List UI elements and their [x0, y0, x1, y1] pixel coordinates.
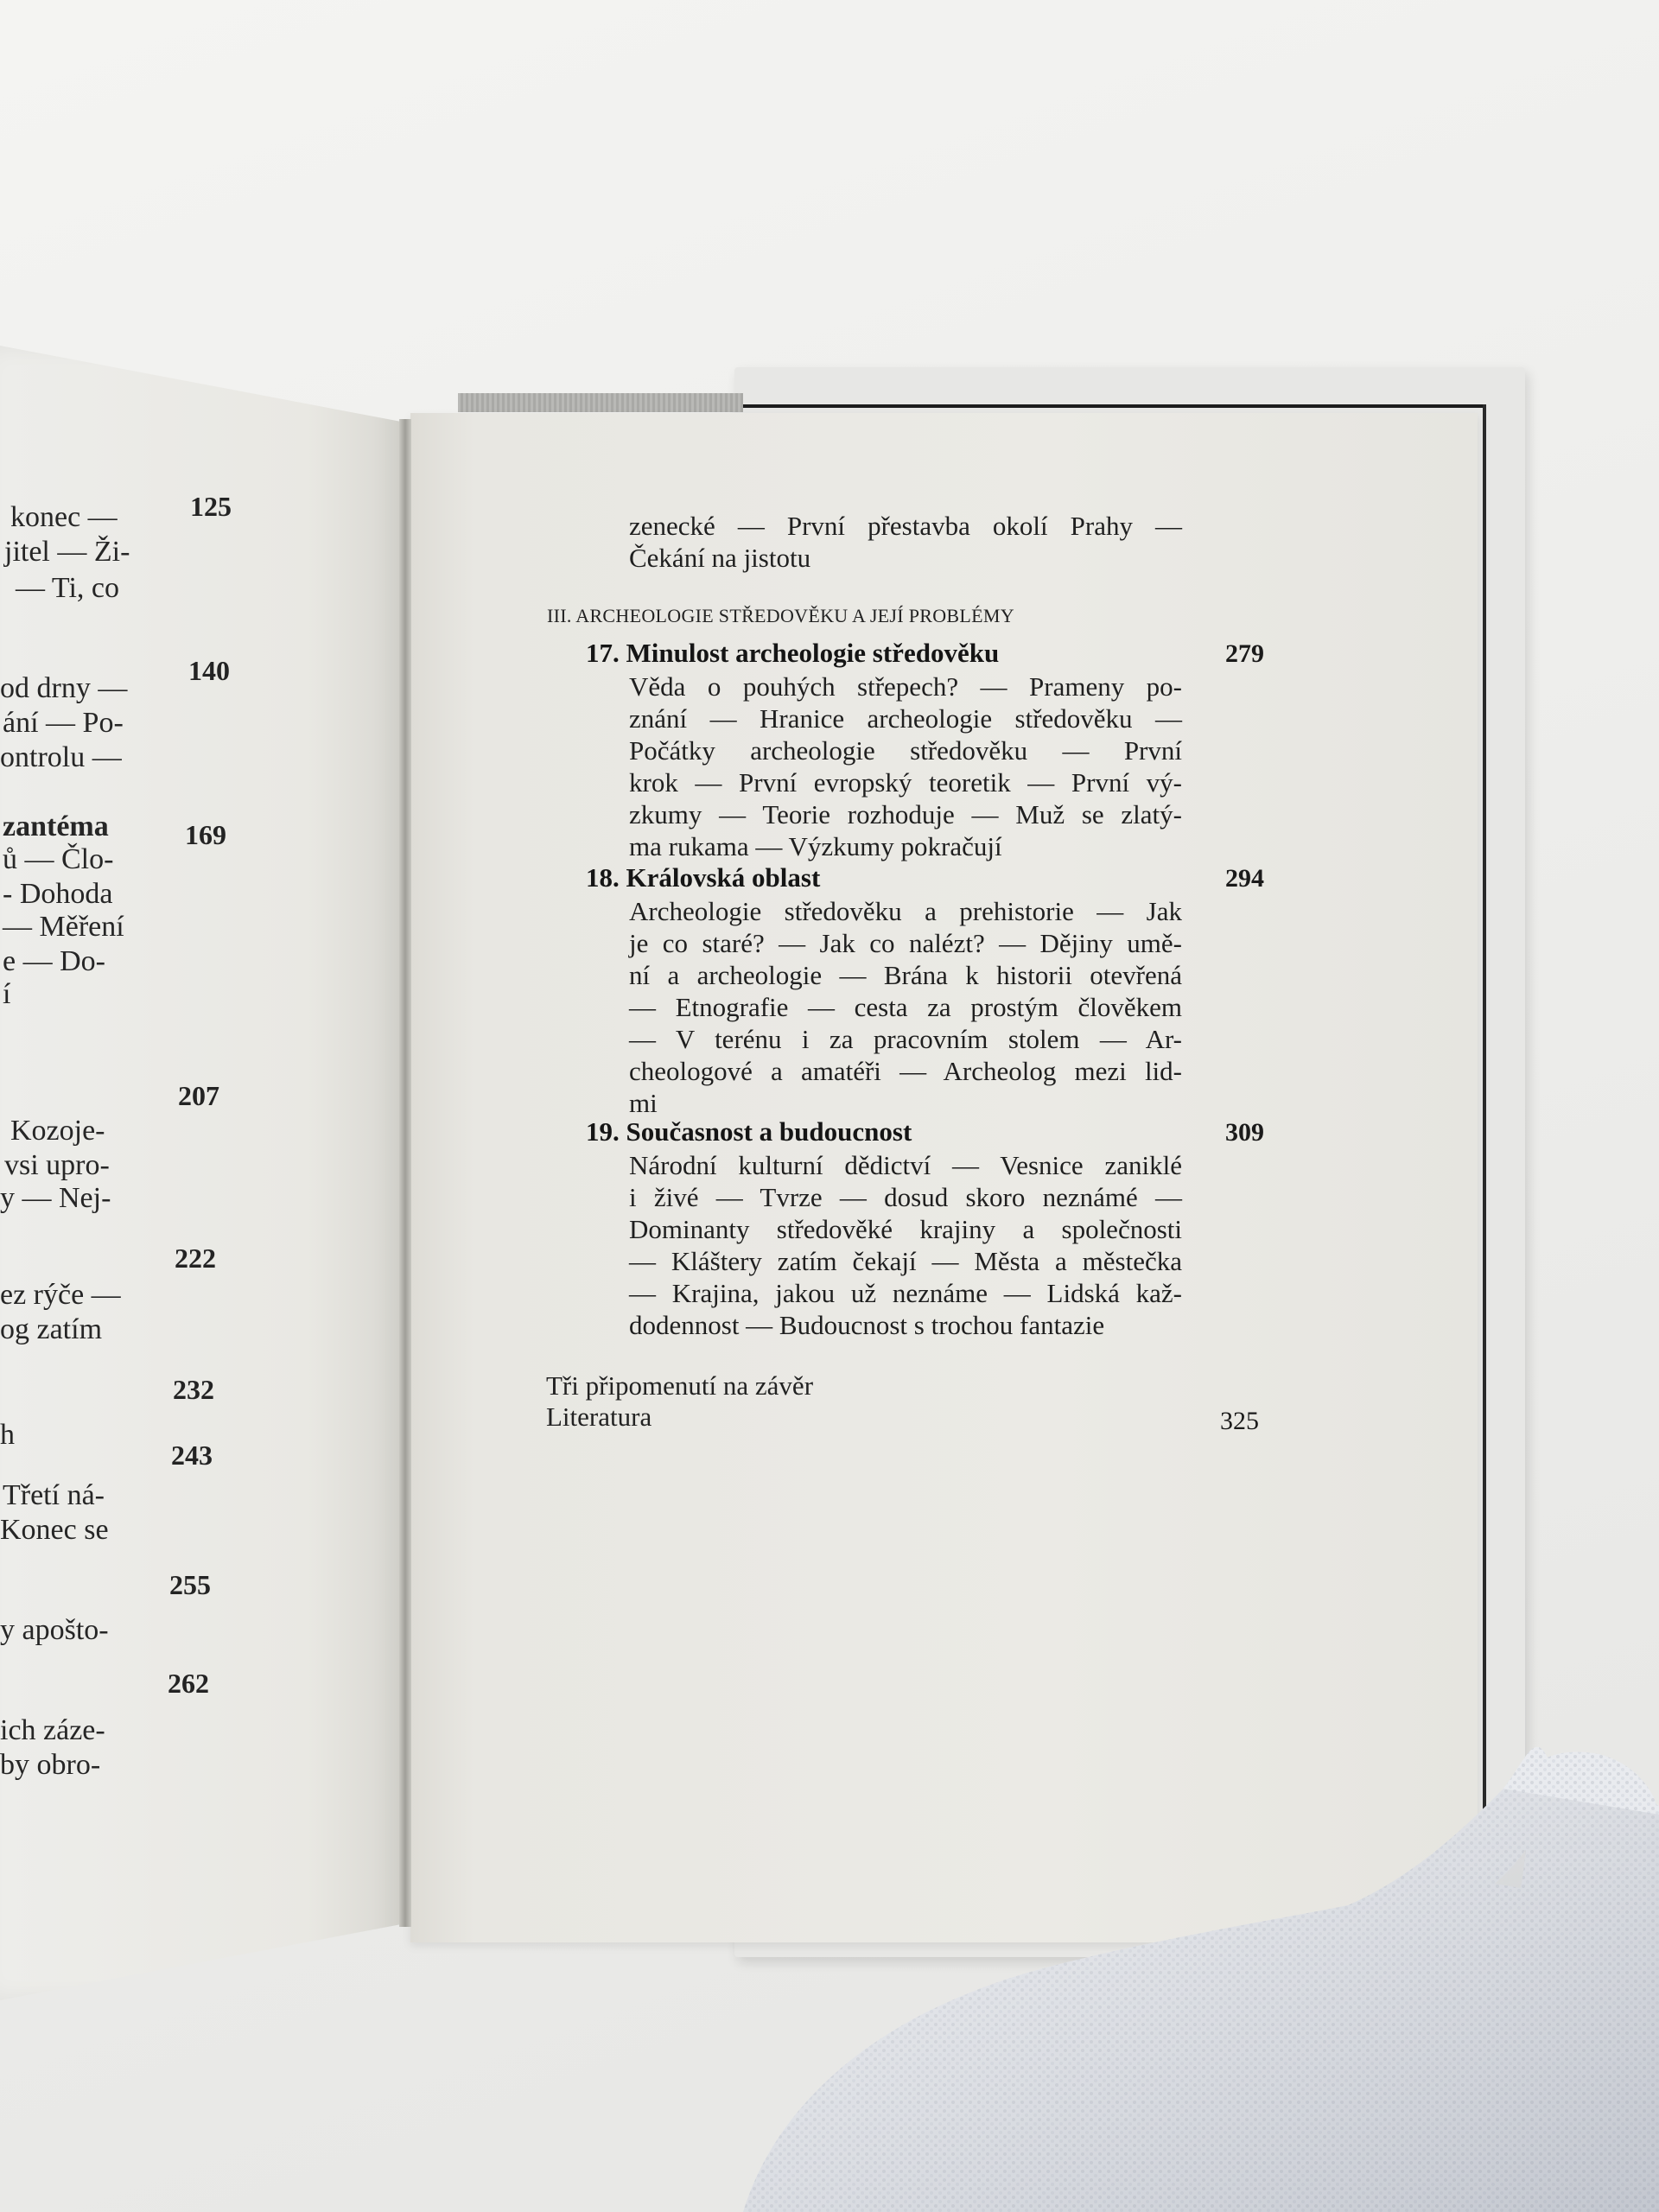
left-page-line: konec —	[10, 501, 118, 533]
left-page-line: ání — Po-	[3, 707, 124, 739]
chapter-description-line: — Krajina, jakou už neznáme — Lidská kaž-	[629, 1278, 1182, 1308]
chapter-description-line: krok — První evropský teoretik — První vý-	[629, 767, 1182, 798]
left-page-line: — Ti, co	[16, 572, 119, 604]
left-page-line: Kozoje-	[10, 1115, 105, 1147]
chapter-18-page: 294	[1225, 864, 1264, 893]
left-page-number: 140	[188, 655, 230, 686]
chapter-description-line: Národní kulturní dědictví — Vesnice zaniklé	[629, 1150, 1182, 1180]
chapter-description-line: Počátky archeologie středověku — První	[629, 735, 1182, 766]
left-page-line: by obro-	[0, 1749, 101, 1781]
left-page-number: 125	[190, 491, 232, 522]
chapter-description-line: znání — Hranice archeologie středověku —	[629, 703, 1182, 734]
left-page-line: og zatím	[0, 1313, 103, 1345]
left-page-line: y apošto-	[0, 1614, 109, 1646]
left-page-line: Třetí ná-	[3, 1479, 105, 1511]
section-heading: III. ARCHEOLOGIE STŘEDOVĚKU A JEJÍ PROBLÉMY	[547, 605, 1014, 626]
chapter-17-title: 17. Minulost archeologie středověku	[586, 638, 1000, 668]
left-page-number: 169	[185, 819, 226, 850]
chapter-description-line: i živé — Tvrze — dosud skoro neznámé —	[629, 1182, 1182, 1212]
chapter-19-title: 19. Současnost a budoucnost	[586, 1116, 912, 1147]
left-page-line: ez rýče —	[0, 1279, 121, 1311]
left-page-line: y — Nej-	[0, 1182, 111, 1214]
chapter-description-line: Dominanty středověké krajiny a společnosti	[629, 1214, 1182, 1244]
back-matter-closing: Tři připomenutí na závěr	[546, 1370, 814, 1401]
literature-page: 325	[1220, 1407, 1259, 1435]
chapter-description-line: Věda o pouhých střepech? — Prameny po-	[629, 671, 1182, 702]
left-page-line: — Měření	[3, 911, 124, 943]
left-page-number: 232	[173, 1374, 214, 1405]
left-page-line: zantéma	[3, 810, 109, 842]
left-page-line: od drny —	[0, 672, 128, 704]
left-page-line: vsi upro-	[4, 1149, 110, 1181]
left-page-line: í	[3, 978, 11, 1010]
left-page-line: Konec se	[0, 1514, 109, 1546]
left-page-line: - Dohoda	[3, 878, 113, 910]
chapter-description-line: cheologové a amatéři — Archeolog mezi lid-	[629, 1056, 1182, 1086]
left-page-number: 222	[175, 1243, 216, 1274]
chapter-18-title: 18. Královská oblast	[586, 862, 821, 893]
chapter-description-line: — Kláštery zatím čekají — Města a městečka	[629, 1246, 1182, 1276]
chapter-description-line: ní a archeologie — Brána k historii otevřená	[629, 960, 1182, 990]
chapter-description-line: ma rukama — Výzkumy pokračují	[629, 831, 1002, 861]
left-page-number: 255	[169, 1569, 211, 1600]
chapter-description-line: mi	[629, 1088, 658, 1118]
left-page-line: jitel — Ži-	[4, 536, 130, 568]
left-page-line: h	[0, 1419, 15, 1451]
chapter-description-line: dodennost — Budoucnost s trochou fantazie	[629, 1310, 1105, 1340]
left-page-line: ontrolu —	[0, 741, 122, 773]
left-page-line: ich záze-	[0, 1714, 105, 1746]
chapter-description-line: Archeologie středověku a prehistorie — Jak	[629, 896, 1182, 926]
chapter-description-line: je co staré? — Jak co nalézt? — Dějiny umě-	[629, 928, 1182, 958]
left-page-number: 243	[171, 1440, 213, 1471]
chapter-description-line: — Etnografie — cesta za prostým člověkem	[629, 992, 1182, 1022]
chapter-description-line: — V terénu i za pracovním stolem — Ar-	[629, 1024, 1182, 1054]
chapter-description-line: zkumy — Teorie rozhoduje — Muž se zlatý-	[629, 799, 1182, 830]
chapter-19-page: 309	[1225, 1118, 1264, 1147]
chapter-17-page: 279	[1225, 639, 1264, 668]
back-matter-literature: Literatura	[546, 1402, 652, 1432]
left-page-number: 207	[178, 1080, 219, 1111]
left-page-line: e — Do-	[3, 945, 105, 977]
left-page-line: ů — Člo-	[3, 843, 114, 875]
carryover-line: Čekání na jistotu	[629, 543, 811, 573]
carryover-line: zenecké — První přestavba okolí Prahy —	[629, 511, 1182, 541]
left-page-number: 262	[168, 1668, 209, 1699]
